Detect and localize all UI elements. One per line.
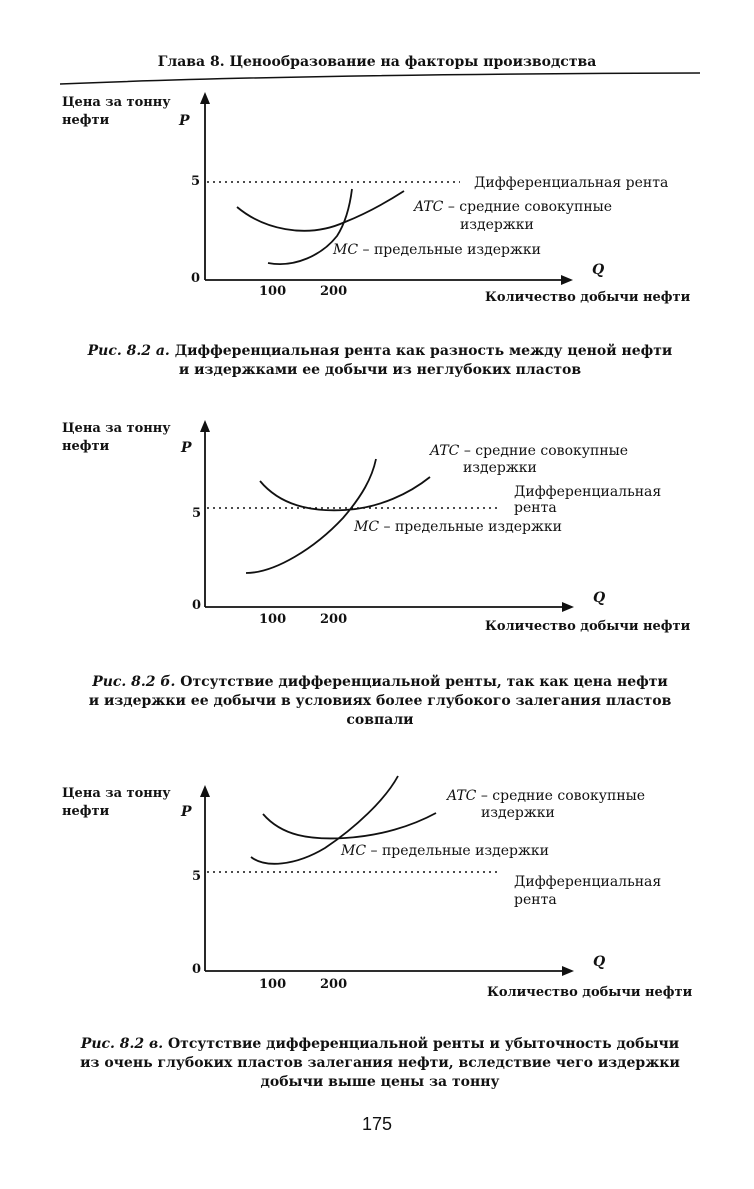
y-tick-5: 5 (192, 506, 202, 521)
x-axis-title: Количество добычи нефти (485, 619, 691, 634)
atc-label: ATC – средние совокупные (430, 443, 629, 459)
x-tick-200: 200 (320, 612, 348, 627)
x-axis-arrow (562, 966, 574, 976)
mc-label: MC – предельные издержки (333, 242, 541, 258)
x-axis-title: Количество добычи нефти (487, 985, 693, 1000)
atc-label-line2: издержки (481, 805, 555, 821)
mc-label: MC – предельные издержки (354, 519, 562, 535)
origin-label: 0 (192, 598, 202, 613)
rent-label: Дифференциальная (514, 484, 662, 500)
rent-label: Дифференциальная (514, 874, 662, 890)
x-tick-200: 200 (320, 977, 348, 992)
y-axis-symbol: P (179, 113, 190, 129)
figure-a-caption: Рис. 8.2 а. Дифференциальная рента как разность между ценой нефти и издержками ее добычи из неглубоких пластов (87, 343, 673, 378)
page-number: 175 (361, 1114, 393, 1134)
figure-c-caption: Рис. 8.2 в. Отсутствие дифференциальной ренты и убыточность добычи из очень глубоких пластов залегания нефти, вследствие чего издержки добычи выше цены за тонну (80, 1036, 680, 1090)
x-tick-200: 200 (320, 284, 348, 299)
y-tick-5: 5 (191, 174, 201, 189)
atc-curve (263, 813, 436, 838)
y-axis-title: Цена за тонну нефти (62, 95, 171, 128)
rent-label-line2: рента (514, 892, 557, 908)
x-axis-symbol: Q (593, 590, 606, 606)
x-tick-100: 100 (259, 284, 287, 299)
y-tick-5: 5 (192, 869, 202, 884)
y-axis-symbol: P (181, 804, 192, 820)
x-axis-symbol: Q (593, 954, 606, 970)
rent-label-line2: рента (514, 500, 557, 516)
rent-label: Дифференциальная рента (474, 175, 669, 191)
origin-label: 0 (192, 962, 202, 977)
origin-label: 0 (191, 271, 201, 286)
atc-label: ATC – средние совокупные (414, 199, 613, 215)
y-axis-symbol: P (181, 440, 192, 456)
atc-label: ATC – средние совокупные (447, 788, 646, 804)
x-tick-100: 100 (259, 977, 287, 992)
x-axis-title: Количество добычи нефти (485, 290, 691, 305)
x-tick-100: 100 (259, 612, 287, 627)
x-axis-symbol: Q (592, 262, 605, 278)
y-axis-title: Цена за тонну нефти (62, 786, 171, 819)
mc-label: MC – предельные издержки (341, 843, 549, 859)
y-axis-title: Цена за тонну нефти (62, 421, 171, 454)
chapter-header: Глава 8. Ценообразование на факторы производства (157, 54, 597, 70)
atc-label-line2: издержки (460, 217, 534, 233)
atc-label-line2: издержки (463, 460, 537, 476)
figure-b-caption: Рис. 8.2 б. Отсутствие дифференциальной ренты, так как цена нефти и издержки ее добычи в условиях более глубокого залегания пластов совпали (88, 674, 672, 728)
y-axis-arrow (200, 785, 210, 797)
